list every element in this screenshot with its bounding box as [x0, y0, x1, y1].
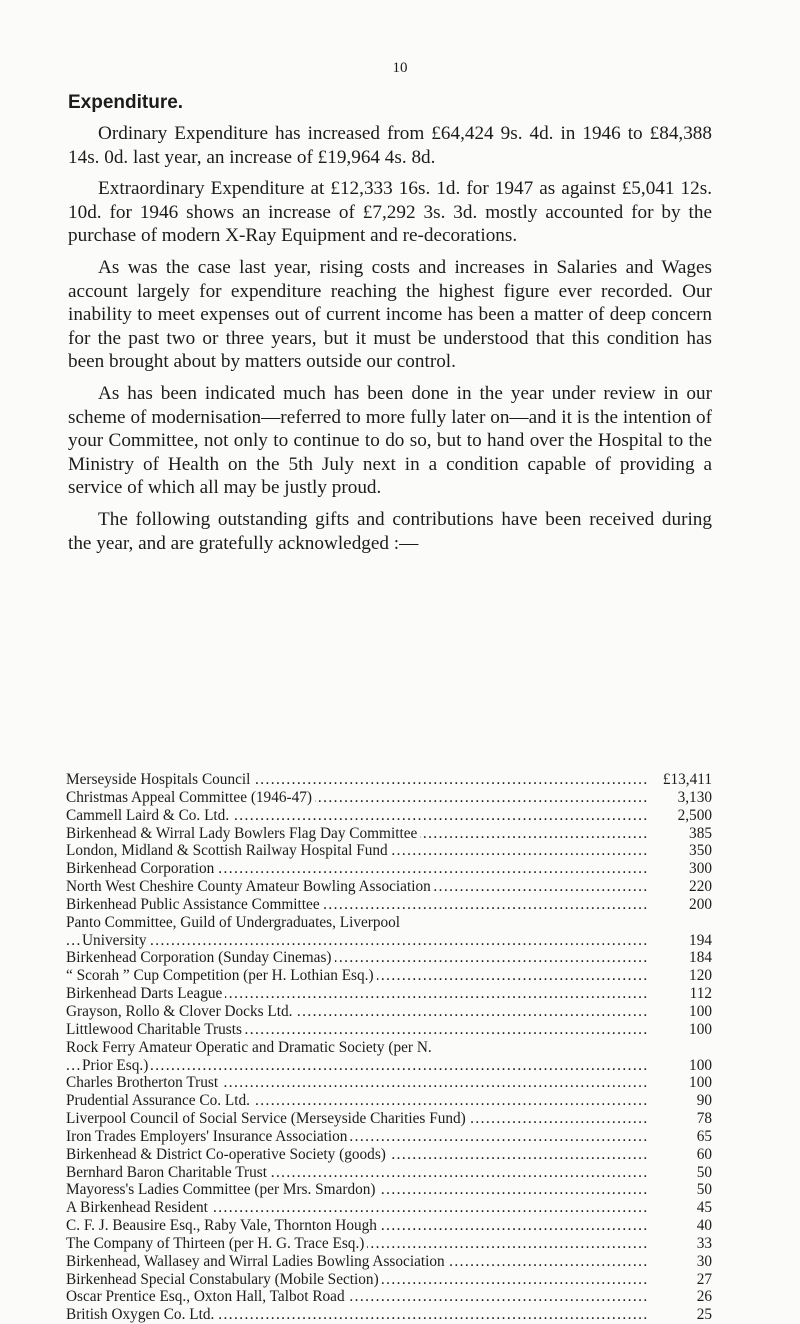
gift-row [66, 1039, 712, 1075]
gift-donor [66, 807, 648, 825]
gift-amount: 45 [696, 1199, 712, 1217]
gift-donor-name: The Company of Thirteen (per H. G. Trace Esq.) [66, 1235, 367, 1252]
gift-donor [66, 842, 648, 860]
gift-row [66, 1164, 712, 1182]
gift-amount: 350 [689, 842, 712, 860]
gift-amount: 3,130 [677, 788, 712, 806]
gift-amount: 25 [696, 1306, 712, 1324]
gift-donor-name: Mayoress's Ladies Committee (per Mrs. Smardon) [66, 1181, 379, 1198]
gift-amount: 100 [689, 1056, 712, 1074]
gift-donor-name: Bernhard Baron Charitable Trust [66, 1164, 270, 1181]
gift-donor-name: Rock Ferry Amateur Operatic and Dramatic Society (per N. [66, 1039, 435, 1056]
gift-donor-name: Prudential Assurance Co. Ltd. [66, 1092, 253, 1109]
gift-row [66, 860, 712, 878]
gift-row [66, 825, 712, 843]
gift-donor-name: Birkenhead Public Assistance Committee [66, 896, 323, 913]
gift-donor-name: Birkenhead & District Co-operative Society (goods) [66, 1146, 389, 1163]
gift-row [66, 1288, 712, 1306]
gift-donor [66, 1003, 648, 1021]
gift-row [66, 1217, 712, 1235]
gift-amount: 184 [689, 949, 712, 967]
paragraph-modernisation: As has been indicated much has been done in the year under review in our scheme of modernisation—referred to more fully later on—and it is the intention of your Committee, not only to continue to do so, but to hand over the Hospital to the Ministry of Health on the 5th July next in a condition capable of providing a service of which all may be justly proud. [68, 382, 712, 499]
gift-row [66, 949, 712, 967]
gift-donor [66, 1021, 648, 1039]
gift-amount: 112 [689, 985, 712, 1003]
gift-donor [66, 1217, 648, 1235]
gift-amount: 120 [689, 967, 712, 985]
paragraph-rising-costs: As was the case last year, rising costs and increases in Salaries and Wages account largely for expenditure reaching the highest figure ever recorded. Our inability to meet expenses out of current income has been a matter of deep concern for the past two or three years, but it must be understood that this condition has been brought about by matters outside our control. [68, 256, 712, 373]
gift-donor [66, 1146, 648, 1164]
gift-donor [66, 985, 648, 1003]
gift-donor-name: Cammell Laird & Co. Ltd. [66, 807, 232, 824]
gift-donor-name: Oscar Prentice Esq., Oxton Hall, Talbot Road [66, 1288, 348, 1305]
gift-amount: 33 [696, 1234, 712, 1252]
gift-donor-name: Charles Brotherton Trust [66, 1074, 221, 1091]
paragraph-extraordinary-expenditure: Extraordinary Expenditure at £12,333 16s. 1d. for 1947 as against £5,041 12s. 10d. for 1946 shows an increase of £7,292 3s. 3d. mostly accounted for by the purchase of modern X-Ray Equipment and re-decorations. [68, 178, 712, 247]
gift-row [66, 1253, 712, 1271]
gift-donor [66, 878, 648, 896]
gift-donor-name: London, Midland & Scottish Railway Hospital Fund [66, 842, 391, 859]
gift-donor [66, 914, 648, 950]
gift-donor [66, 860, 648, 878]
gift-row [66, 1306, 712, 1324]
gift-row [66, 1074, 712, 1092]
gift-row [66, 1003, 712, 1021]
gift-row [66, 967, 712, 985]
gift-donor-name: Iron Trades Employers' Insurance Association [66, 1128, 350, 1145]
gift-donor-name: Birkenhead & Wirral Lady Bowlers Flag Day Committee [66, 825, 420, 842]
gift-amount: 100 [689, 1074, 712, 1092]
paragraph-gifts-intro: The following outstanding gifts and contributions have been received during the year, and are gratefully acknowledged :— [68, 508, 712, 554]
gift-amount: 78 [696, 1110, 712, 1128]
gift-donor [66, 789, 648, 807]
gift-amount: 50 [696, 1181, 712, 1199]
gift-row [66, 1146, 712, 1164]
gift-donor [66, 1181, 648, 1199]
gift-donor [66, 1199, 648, 1217]
gift-row [66, 789, 712, 807]
gift-amount: 300 [689, 860, 712, 878]
gift-donor [66, 896, 648, 914]
gift-donor [66, 1039, 648, 1075]
gift-row [66, 1271, 712, 1289]
gift-amount: 200 [689, 895, 712, 913]
gift-donor-name: C. F. J. Beausire Esq., Raby Vale, Thornton Hough [66, 1217, 380, 1234]
gift-donor [66, 1271, 648, 1289]
gift-row [66, 914, 712, 950]
gift-amount: 100 [689, 1002, 712, 1020]
gift-donor [66, 967, 648, 985]
gift-donor-name: A Birkenhead Resident [66, 1199, 211, 1216]
gift-row [66, 985, 712, 1003]
gift-donor [66, 825, 648, 843]
gift-row [66, 771, 712, 789]
gift-amount: 220 [689, 878, 712, 896]
gift-row [66, 1199, 712, 1217]
gift-donor-name: North West Cheshire County Amateur Bowling Association [66, 878, 434, 895]
gift-donor-name-continued: Prior Esq.) [82, 1057, 151, 1074]
gift-donor-name: Panto Committee, Guild of Undergraduates, Liverpool [66, 914, 403, 931]
gift-donor [66, 1164, 648, 1182]
gift-donor [66, 1253, 648, 1271]
gift-row [66, 842, 712, 860]
gift-amount: 26 [696, 1288, 712, 1306]
gift-amount: 27 [696, 1270, 712, 1288]
gift-amount: 385 [689, 824, 712, 842]
gift-donor-name: Littlewood Charitable Trusts [66, 1021, 245, 1038]
gift-donor [66, 1235, 648, 1253]
gift-donor [66, 1074, 648, 1092]
gift-donor [66, 949, 648, 967]
gift-donor-name: Christmas Appeal Committee (1946-47) [66, 789, 315, 806]
gift-donor-name: Birkenhead Corporation [66, 860, 217, 877]
gift-donor-name: Merseyside Hospitals Council [66, 771, 253, 788]
gift-row [66, 807, 712, 825]
gift-row [66, 1235, 712, 1253]
gift-amount: 30 [696, 1252, 712, 1270]
gift-donor [66, 1128, 648, 1146]
gift-row [66, 1128, 712, 1146]
gift-row [66, 1181, 712, 1199]
gift-row [66, 896, 712, 914]
gift-amount: £13,411 [662, 771, 712, 788]
gift-amount: 40 [696, 1217, 712, 1235]
gift-row [66, 1110, 712, 1128]
gifts-list [66, 771, 712, 1324]
gift-donor-name: Birkenhead, Wallasey and Wirral Ladies Bowling Association [66, 1253, 448, 1270]
section-heading: Expenditure. [68, 92, 184, 113]
gift-amount: 2,500 [677, 806, 712, 824]
gift-amount: 194 [689, 931, 712, 949]
gift-row [66, 878, 712, 896]
gift-donor-name: Liverpool Council of Social Service (Merseyside Charities Fund) [66, 1110, 469, 1127]
gift-donor-name: Birkenhead Corporation (Sunday Cinemas) [66, 949, 335, 966]
gift-donor [66, 1288, 648, 1306]
body-text [68, 122, 712, 563]
gift-donor-name: Grayson, Rollo & Clover Docks Ltd. [66, 1003, 295, 1020]
gift-amount: 100 [689, 1020, 712, 1038]
gift-donor-name-continued: University [82, 932, 150, 949]
gift-donor [66, 1306, 648, 1324]
gift-amount: 65 [696, 1127, 712, 1145]
gift-amount: 50 [696, 1163, 712, 1181]
gift-row [66, 1092, 712, 1110]
gift-donor [66, 771, 648, 789]
gift-donor-name: British Oxygen Co. Ltd. [66, 1306, 217, 1323]
gift-amount: 60 [696, 1145, 712, 1163]
gift-donor-name: “ Scorah ” Cup Competition (per H. Lothian Esq.) [66, 967, 377, 984]
gift-amount: 90 [696, 1092, 712, 1110]
gift-donor-name: Birkenhead Special Constabulary (Mobile Section) [66, 1271, 382, 1288]
gift-donor-name: Birkenhead Darts League [66, 985, 225, 1002]
gift-donor [66, 1092, 648, 1110]
paragraph-ordinary-expenditure: Ordinary Expenditure has increased from £64,424 9s. 4d. in 1946 to £84,388 14s. 0d. last year, an increase of £19,964 4s. 8d. [68, 123, 712, 168]
gift-row [66, 1021, 712, 1039]
page-number: 10 [392, 60, 408, 76]
gift-donor [66, 1110, 648, 1128]
